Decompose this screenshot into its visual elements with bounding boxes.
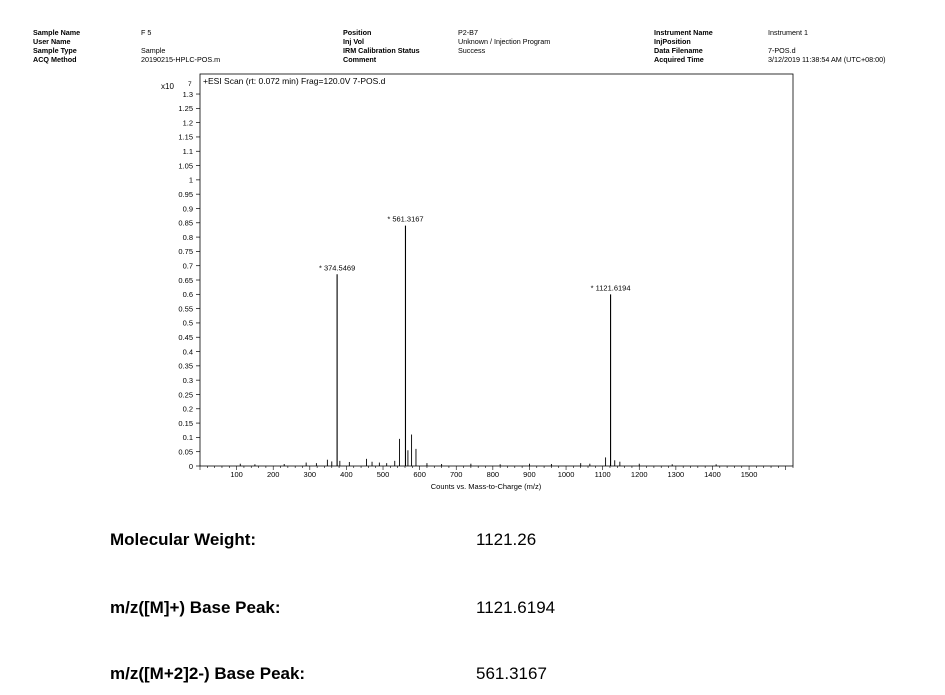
- meta-key: Comment: [343, 55, 377, 64]
- meta-key: Data Filename: [654, 46, 703, 55]
- y-tick-label: 1.15: [178, 132, 193, 142]
- y-tick-label: 0.35: [178, 361, 193, 371]
- y-tick-label: 0.7: [182, 261, 193, 271]
- x-tick-label: 200: [266, 470, 280, 479]
- y-tick-label: 1.05: [178, 161, 193, 171]
- x-tick-label: 900: [523, 470, 536, 479]
- summary-value: 561.3167: [476, 664, 547, 683]
- y-tick-label: 0.05: [178, 447, 193, 457]
- summary-label: m/z([M+2]2-) Base Peak:: [110, 664, 306, 683]
- plot-frame: [200, 74, 793, 466]
- y-tick-label: 0.15: [178, 418, 193, 428]
- meta-key: Sample Name: [33, 28, 81, 37]
- y-tick-label: 0.2: [182, 404, 193, 414]
- x-tick-label: 400: [340, 470, 353, 479]
- peak-label: * 561.3167: [387, 214, 424, 224]
- x-axis-label: Counts vs. Mass-to-Charge (m/z): [430, 482, 542, 491]
- meta-value: Sample: [141, 46, 166, 55]
- peak-label: * 1121.6194: [590, 283, 631, 293]
- y-tick-label: 0.1: [182, 433, 193, 443]
- peak-label: * 374.5469: [318, 263, 356, 273]
- peaks: [240, 226, 716, 466]
- x-tick-label: 1300: [667, 470, 685, 479]
- summary-label: m/z([M]+) Base Peak:: [110, 598, 281, 617]
- meta-key: ACQ Method: [33, 55, 77, 64]
- meta-key: Instrument Name: [654, 28, 713, 37]
- y-tick-label: 0.45: [178, 333, 193, 343]
- y-tick-label: 0.3: [182, 375, 193, 385]
- x-tick-label: 1000: [557, 470, 575, 479]
- meta-value: P2-B7: [458, 28, 478, 37]
- meta-key: IRM Calibration Status: [343, 46, 420, 55]
- y-tick-label: 1.1: [182, 147, 193, 157]
- meta-value: 3/12/2019 11:38:54 AM (UTC+08:00): [768, 55, 886, 64]
- y-tick-label: 0.5: [182, 318, 193, 328]
- meta-value: Instrument 1: [768, 28, 808, 37]
- y-tick-label: 0.6: [182, 290, 193, 300]
- summary-value: 1121.26: [476, 530, 537, 549]
- x-tick-label: 800: [486, 470, 500, 479]
- y-tick-label: 0.85: [178, 218, 193, 228]
- meta-key: User Name: [33, 37, 71, 46]
- x-tick-label: 1400: [704, 470, 721, 479]
- x-tick-label: 500: [376, 470, 390, 479]
- x-tick-label: 700: [449, 470, 463, 479]
- y-tick-label: 0.65: [178, 275, 193, 285]
- meta-key: Inj Vol: [343, 37, 365, 46]
- y-tick-label: 1.3: [182, 89, 193, 99]
- y-tick-label: 0.55: [178, 304, 193, 314]
- meta-value: Success: [458, 46, 486, 55]
- x-tick-label: 600: [413, 470, 426, 479]
- meta-key: Acquired Time: [654, 55, 704, 64]
- y-tick-label: 0.8: [182, 232, 193, 242]
- meta-value: F 5: [141, 28, 152, 37]
- y-tick-label: 1: [188, 175, 193, 185]
- chart-title: +ESI Scan (rt: 0.072 min) Frag=120.0V 7-POS.d: [203, 76, 386, 86]
- summary-value: 1121.6194: [476, 598, 556, 617]
- y-axis: [178, 90, 200, 471]
- meta-value: Unknown / Injection Program: [458, 37, 551, 46]
- x-tick-label: 300: [303, 470, 317, 479]
- x-tick-label: 1500: [740, 470, 758, 479]
- y-exponent: 7: [188, 81, 192, 88]
- meta-value: 7-POS.d: [768, 46, 796, 55]
- y-tick-label: 0.75: [178, 247, 193, 257]
- y-tick-label: 0.25: [178, 390, 193, 400]
- meta-key: Sample Type: [33, 46, 77, 55]
- peak-labels: [319, 215, 631, 293]
- y-tick-label: 1.25: [178, 104, 193, 114]
- meta-key: Position: [343, 28, 372, 37]
- x-tick-label: 1200: [630, 470, 648, 479]
- y-tick-label: 0.4: [182, 347, 193, 357]
- meta-key: InjPosition: [654, 37, 691, 46]
- x-tick-label: 100: [230, 470, 243, 479]
- x-tick-label: 1100: [594, 470, 611, 479]
- y-tick-label: 0: [188, 461, 193, 471]
- y-tick-label: 1.2: [182, 118, 193, 128]
- y-tick-label: 0.95: [178, 189, 193, 199]
- y-multiplier: x10: [161, 82, 174, 91]
- x-axis: [200, 466, 793, 479]
- summary-label: Molecular Weight:: [110, 530, 257, 549]
- y-tick-label: 0.9: [182, 204, 193, 214]
- meta-value: 20190215-HPLC-POS.m: [141, 55, 221, 64]
